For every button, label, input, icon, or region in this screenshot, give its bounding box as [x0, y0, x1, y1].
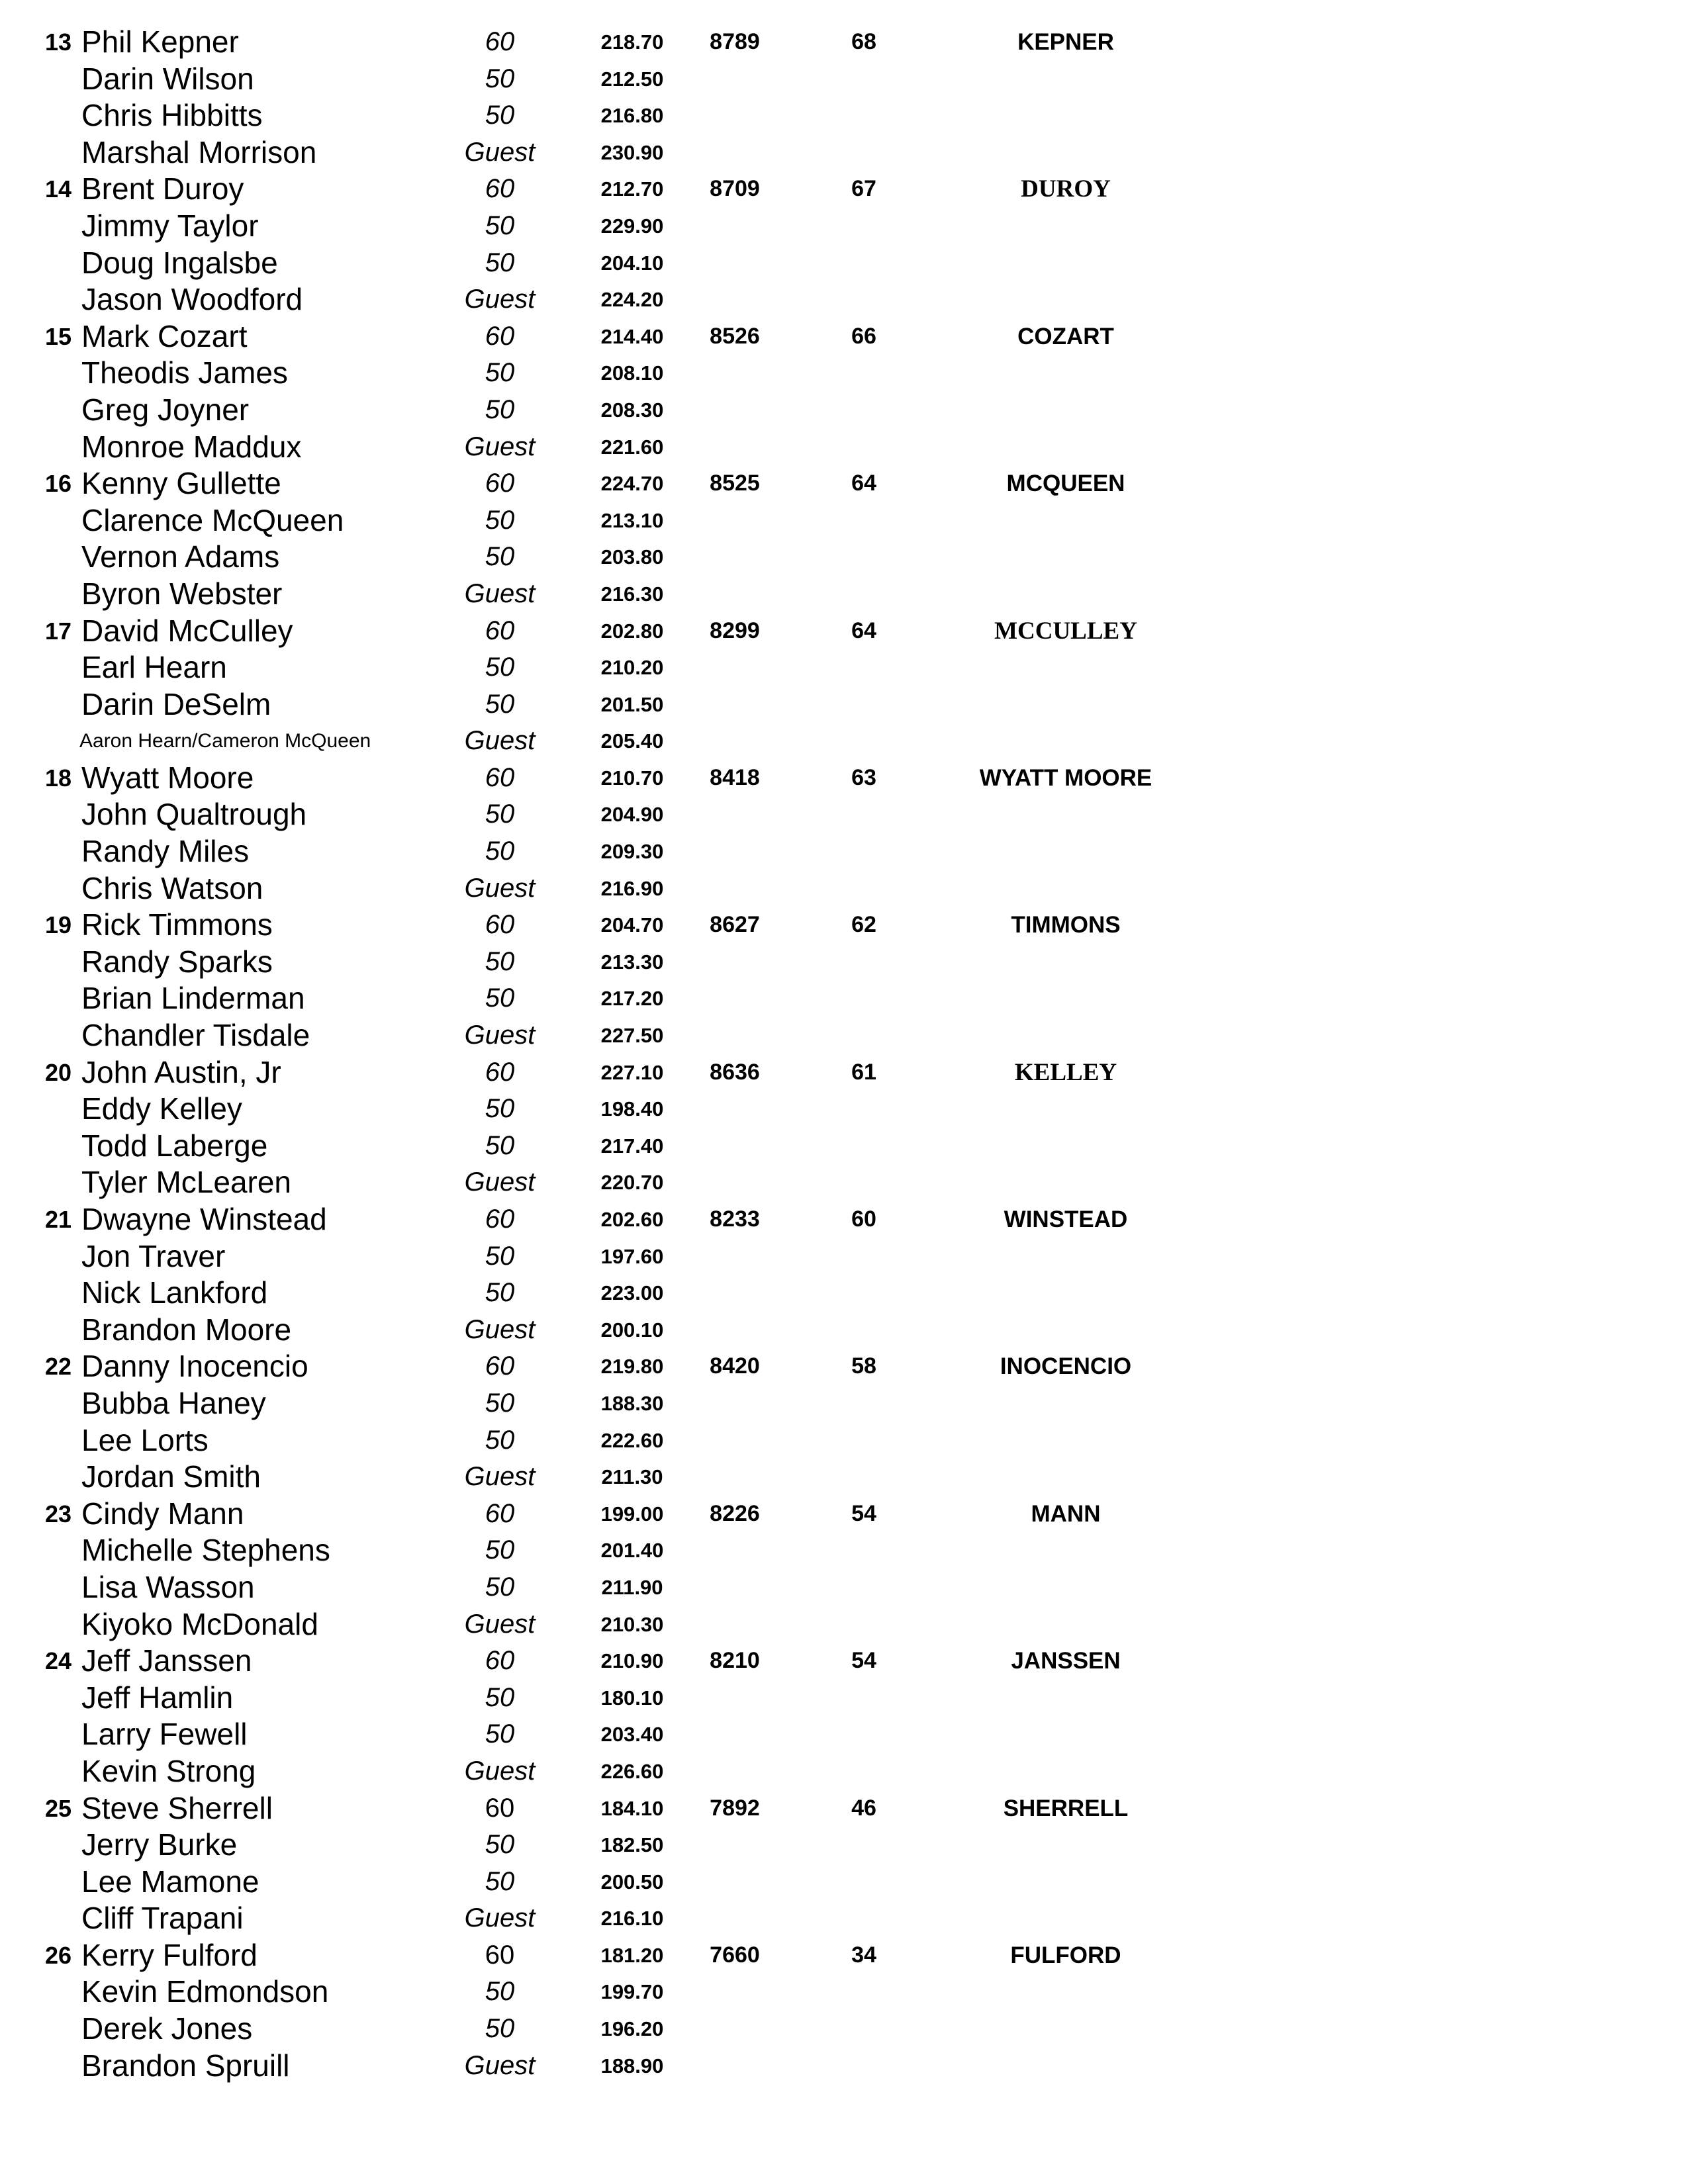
bowler-score: 199.70 [600, 1980, 664, 2004]
bowler-score: 226.60 [600, 1759, 664, 1783]
team-member-row [0, 134, 1688, 171]
bowler-score: 217.20 [600, 987, 664, 1011]
bowler-name: David McCulley [81, 613, 293, 648]
team-name: TIMMONS [1011, 912, 1121, 938]
bowler-name: Danny Inocencio [81, 1349, 308, 1384]
bowler-handicap: 60 [485, 469, 515, 498]
bowler-handicap: Guest [464, 1021, 536, 1050]
bowler-score: 223.00 [600, 1281, 664, 1305]
team-member-row [0, 1606, 1688, 1643]
team-name: MANN [1031, 1500, 1101, 1527]
team-block [0, 1790, 1688, 1937]
bowler-name: Dwayne Winstead [81, 1202, 327, 1236]
team-points: 61 [851, 1059, 876, 1085]
team-place: 23 [44, 1500, 71, 1527]
team-lead-row [0, 613, 1688, 650]
bowler-score: 180.10 [600, 1686, 664, 1709]
team-lead-row [0, 1201, 1688, 1238]
bowler-handicap: 50 [485, 1094, 515, 1124]
bowler-name: Kevin Strong [81, 1753, 256, 1788]
bowler-score: 201.50 [600, 692, 664, 716]
team-total: 8627 [710, 912, 760, 938]
standings-sheet [0, 24, 1688, 2084]
bowler-name: Phil Kepner [81, 24, 239, 59]
bowler-score: 182.50 [600, 1833, 664, 1857]
bowler-name: Lee Mamone [81, 1864, 259, 1899]
bowler-name: Marshal Morrison [81, 134, 317, 169]
bowler-name: Theodis James [81, 355, 288, 390]
bowler-score: 221.60 [600, 435, 664, 459]
team-points: 60 [851, 1206, 876, 1232]
bowler-handicap: 50 [485, 358, 515, 388]
team-member-row [0, 1422, 1688, 1459]
team-place: 19 [44, 911, 71, 939]
bowler-handicap: 50 [485, 1866, 515, 1896]
team-member-row [0, 1017, 1688, 1054]
team-name: JANSSEN [1011, 1648, 1121, 1674]
team-place: 21 [44, 1206, 71, 1233]
bowler-name: Jimmy Taylor [81, 208, 259, 243]
team-member-row [0, 2011, 1688, 2048]
team-place: 13 [44, 28, 71, 56]
team-member-row [0, 97, 1688, 134]
bowler-name: Aaron Hearn/Cameron McQueen [79, 730, 371, 752]
bowler-handicap: 50 [485, 64, 515, 93]
bowler-name: Jerry Burke [81, 1827, 238, 1862]
bowler-score: 202.60 [600, 1208, 664, 1231]
bowler-name: Greg Joyner [81, 392, 250, 427]
bowler-handicap: 50 [485, 1830, 515, 1860]
bowler-handicap: Guest [464, 1314, 536, 1344]
team-lead-row [0, 171, 1688, 208]
bowler-score: 198.40 [600, 1097, 664, 1121]
bowler-handicap: 50 [485, 394, 515, 424]
bowler-name: Chris Watson [81, 870, 263, 905]
bowler-score: 216.80 [600, 104, 664, 128]
bowler-score: 216.90 [600, 876, 664, 900]
team-points: 62 [851, 912, 876, 938]
bowler-score: 203.80 [600, 545, 664, 569]
bowler-handicap: 50 [485, 1572, 515, 1602]
bowler-handicap: 50 [485, 983, 515, 1013]
bowler-handicap: Guest [464, 726, 536, 756]
bowler-score: 200.10 [600, 1318, 664, 1342]
bowler-handicap: 50 [485, 946, 515, 976]
bowler-name: Kiyoko McDonald [81, 1606, 318, 1641]
bowler-name: Jordan Smith [81, 1459, 261, 1494]
team-member-row [0, 1900, 1688, 1937]
team-member-row [0, 1128, 1688, 1165]
team-lead-row [0, 1496, 1688, 1533]
bowler-handicap: 60 [485, 1646, 515, 1676]
team-name: DUROY [1021, 175, 1111, 203]
bowler-handicap: 50 [485, 2014, 515, 2044]
team-name: FULFORD [1010, 1942, 1121, 1968]
bowler-score: 210.90 [600, 1649, 664, 1673]
team-member-row [0, 355, 1688, 392]
team-name: KELLEY [1014, 1058, 1117, 1086]
team-block [0, 1643, 1688, 1790]
bowler-name: Chandler Tisdale [81, 1018, 310, 1053]
bowler-score: 218.70 [600, 30, 664, 54]
team-place: 16 [44, 470, 71, 498]
team-points: 68 [851, 29, 876, 54]
bowler-handicap: 50 [485, 799, 515, 829]
bowler-handicap: 50 [485, 1682, 515, 1712]
bowler-score: 216.10 [600, 1907, 664, 1931]
team-member-row [0, 1385, 1688, 1422]
team-member-row [0, 1753, 1688, 1790]
team-block [0, 613, 1688, 760]
team-place: 24 [44, 1647, 71, 1675]
team-total: 8226 [710, 1500, 760, 1526]
bowler-name: Mark Cozart [81, 318, 248, 353]
bowler-name: Cindy Mann [81, 1496, 244, 1531]
team-block [0, 1348, 1688, 1495]
bowler-score: 202.80 [600, 619, 664, 643]
bowler-score: 212.50 [600, 67, 664, 91]
team-member-row [0, 245, 1688, 282]
bowler-name: John Qualtrough [81, 797, 307, 832]
team-block [0, 907, 1688, 1054]
bowler-name: Randy Miles [81, 834, 250, 869]
team-member-row [0, 429, 1688, 466]
bowler-name: Brandon Spruill [81, 2048, 290, 2083]
bowler-handicap: 60 [485, 1793, 515, 1823]
bowler-handicap: 60 [485, 174, 515, 204]
team-block [0, 1054, 1688, 1201]
bowler-score: 227.10 [600, 1060, 664, 1084]
bowler-name: Eddy Kelley [81, 1091, 242, 1126]
team-points: 64 [851, 471, 876, 496]
team-name: MCQUEEN [1006, 471, 1125, 497]
team-block [0, 24, 1688, 171]
team-lead-row [0, 1054, 1688, 1091]
team-points: 58 [851, 1353, 876, 1379]
team-total: 7892 [710, 1795, 760, 1821]
bowler-score: 184.10 [600, 1796, 664, 1820]
bowler-score: 197.60 [600, 1244, 664, 1268]
bowler-score: 220.70 [600, 1171, 664, 1195]
bowler-handicap: 50 [485, 505, 515, 535]
team-block [0, 318, 1688, 465]
bowler-handicap: Guest [464, 1903, 536, 1933]
team-member-row [0, 1275, 1688, 1312]
team-total: 7660 [710, 1942, 760, 1968]
team-member-row [0, 1312, 1688, 1349]
bowler-score: 227.50 [600, 1024, 664, 1048]
team-member-row [0, 723, 1688, 760]
bowler-name: John Austin, Jr [81, 1054, 281, 1089]
bowler-handicap: Guest [464, 578, 536, 608]
bowler-handicap: 50 [485, 1278, 515, 1308]
bowler-handicap: Guest [464, 1167, 536, 1197]
team-place: 17 [44, 617, 71, 645]
bowler-handicap: 60 [485, 1940, 515, 1970]
bowler-score: 181.20 [600, 1943, 664, 1967]
bowler-handicap: Guest [464, 1609, 536, 1639]
bowler-name: Earl Hearn [81, 650, 227, 685]
bowler-score: 224.70 [600, 472, 664, 496]
bowler-handicap: 60 [485, 910, 515, 940]
bowler-name: Michelle Stephens [81, 1533, 330, 1568]
bowler-name: Lee Lorts [81, 1422, 209, 1457]
team-member-row [0, 1864, 1688, 1901]
team-points: 63 [851, 764, 876, 790]
bowler-score: 222.60 [600, 1428, 664, 1452]
bowler-name: Steve Sherrell [81, 1790, 273, 1825]
team-member-row [0, 281, 1688, 318]
team-total: 8299 [710, 617, 760, 643]
team-member-row [0, 1827, 1688, 1864]
bowler-score: 188.30 [600, 1391, 664, 1415]
team-member-row [0, 980, 1688, 1017]
bowler-name: Byron Webster [81, 576, 283, 611]
bowler-score: 205.40 [600, 729, 664, 753]
bowler-score: 224.20 [600, 288, 664, 312]
team-lead-row [0, 1790, 1688, 1827]
team-name: MCCULLEY [994, 617, 1137, 645]
team-total: 8233 [710, 1206, 760, 1232]
bowler-score: 211.30 [601, 1465, 663, 1489]
bowler-handicap: 50 [485, 837, 515, 866]
bowler-handicap: Guest [464, 285, 536, 314]
bowler-name: Kenny Gullette [81, 466, 281, 501]
bowler-name: Brandon Moore [81, 1312, 292, 1347]
team-total: 8636 [710, 1059, 760, 1085]
team-name: SHERRELL [1003, 1795, 1129, 1821]
bowler-score: 229.90 [600, 214, 664, 238]
team-points: 54 [851, 1648, 876, 1674]
team-member-row [0, 1680, 1688, 1717]
team-member-row [0, 539, 1688, 576]
team-member-row [0, 2048, 1688, 2085]
bowler-name: Tyler McLearen [81, 1165, 292, 1200]
team-member-row [0, 833, 1688, 870]
bowler-handicap: 60 [485, 615, 515, 645]
bowler-score: 204.90 [600, 803, 664, 827]
bowler-handicap: Guest [464, 2050, 536, 2080]
team-member-row [0, 502, 1688, 539]
bowler-score: 200.50 [600, 1870, 664, 1893]
team-points: 67 [851, 176, 876, 202]
bowler-handicap: 50 [485, 653, 515, 682]
bowler-name: Brent Duroy [81, 171, 244, 206]
bowler-score: 230.90 [600, 140, 664, 164]
team-total: 8526 [710, 323, 760, 349]
bowler-handicap: 60 [485, 1498, 515, 1528]
bowler-handicap: 50 [485, 1535, 515, 1565]
bowler-handicap: Guest [464, 1462, 536, 1492]
bowler-name: Todd Laberge [81, 1128, 268, 1163]
bowler-score: 213.30 [600, 950, 664, 974]
team-block [0, 1201, 1688, 1348]
team-place: 18 [44, 764, 71, 792]
team-total: 8210 [710, 1648, 760, 1674]
team-total: 8420 [710, 1353, 760, 1379]
bowler-score: 199.00 [600, 1502, 664, 1525]
bowler-name: Vernon Adams [81, 539, 280, 574]
bowler-score: 208.30 [600, 398, 664, 422]
team-block [0, 171, 1688, 318]
team-member-row [0, 1532, 1688, 1569]
bowler-handicap: Guest [464, 1756, 536, 1786]
bowler-handicap: 60 [485, 27, 515, 56]
bowler-handicap: Guest [464, 873, 536, 903]
team-total: 8789 [710, 29, 760, 54]
bowler-score: 204.10 [600, 251, 664, 275]
bowler-score: 219.80 [600, 1355, 664, 1379]
bowler-handicap: 60 [485, 321, 515, 351]
bowler-score: 210.30 [600, 1612, 664, 1636]
bowler-name: Nick Lankford [81, 1275, 268, 1310]
bowler-score: 209.30 [600, 840, 664, 864]
team-member-row [0, 208, 1688, 245]
bowler-score: 210.20 [600, 656, 664, 680]
team-name: COZART [1017, 323, 1114, 349]
bowler-score: 201.40 [600, 1539, 664, 1563]
team-member-row [0, 1459, 1688, 1496]
team-total: 8525 [710, 471, 760, 496]
team-points: 54 [851, 1500, 876, 1526]
bowler-score: 216.30 [600, 582, 664, 606]
team-place: 20 [44, 1058, 71, 1086]
team-member-row [0, 796, 1688, 833]
team-member-row [0, 61, 1688, 98]
bowler-handicap: 50 [485, 1425, 515, 1455]
bowler-name: Darin DeSelm [81, 686, 271, 721]
bowler-name: Doug Ingalsbe [81, 245, 278, 280]
team-place: 22 [44, 1353, 71, 1381]
team-member-row [0, 1716, 1688, 1753]
bowler-score: 203.40 [600, 1723, 664, 1747]
bowler-handicap: Guest [464, 137, 536, 167]
team-points: 34 [851, 1942, 876, 1968]
bowler-name: Larry Fewell [81, 1717, 248, 1752]
team-member-row [0, 870, 1688, 907]
bowler-score: 196.20 [600, 2017, 664, 2041]
bowler-handicap: 50 [485, 1130, 515, 1160]
bowler-name: Brian Linderman [81, 981, 305, 1016]
bowler-name: Derek Jones [81, 2011, 253, 2046]
bowler-name: Cliff Trapani [81, 1901, 244, 1936]
team-points: 64 [851, 617, 876, 643]
team-points: 66 [851, 323, 876, 349]
bowler-handicap: 60 [485, 1351, 515, 1381]
team-member-row [0, 1091, 1688, 1128]
bowler-handicap: 60 [485, 1057, 515, 1087]
bowler-handicap: 50 [485, 101, 515, 130]
bowler-score: 208.10 [600, 361, 664, 385]
bowler-name: Rick Timmons [81, 907, 273, 942]
team-place: 25 [44, 1794, 71, 1822]
team-lead-row [0, 465, 1688, 502]
bowler-handicap: 60 [485, 1205, 515, 1234]
team-member-row [0, 1974, 1688, 2011]
team-lead-row [0, 760, 1688, 797]
bowler-handicap: 50 [485, 689, 515, 719]
bowler-handicap: 50 [485, 542, 515, 572]
team-member-row [0, 1569, 1688, 1606]
team-member-row [0, 686, 1688, 723]
bowler-score: 213.10 [600, 508, 664, 532]
bowler-name: Lisa Wasson [81, 1569, 255, 1604]
bowler-name: Jeff Janssen [81, 1643, 252, 1678]
bowler-score: 211.90 [601, 1575, 663, 1599]
bowler-name: Kerry Fulford [81, 1937, 258, 1972]
bowler-score: 210.70 [600, 766, 664, 790]
team-lead-row [0, 318, 1688, 355]
team-member-row [0, 576, 1688, 613]
team-name: KEPNER [1017, 29, 1114, 55]
bowler-name: Jeff Hamlin [81, 1680, 234, 1715]
team-block [0, 1937, 1688, 2084]
team-name: WINSTEAD [1004, 1206, 1128, 1232]
bowler-score: 212.70 [600, 177, 664, 201]
team-total: 8709 [710, 176, 760, 202]
bowler-handicap: 50 [485, 1388, 515, 1418]
bowler-handicap: 50 [485, 210, 515, 240]
team-place: 15 [44, 322, 71, 350]
team-total: 8418 [710, 764, 760, 790]
bowler-name: Kevin Edmondson [81, 1974, 329, 2009]
bowler-name: Bubba Haney [81, 1385, 266, 1420]
team-points: 46 [851, 1795, 876, 1821]
bowler-handicap: 50 [485, 1977, 515, 2007]
team-block [0, 1496, 1688, 1643]
bowler-name: Jason Woodford [81, 282, 303, 317]
bowler-score: 188.90 [600, 2054, 664, 2077]
bowler-name: Clarence McQueen [81, 502, 344, 537]
bowler-name: Darin Wilson [81, 61, 254, 96]
team-member-row [0, 1164, 1688, 1201]
team-lead-row [0, 907, 1688, 944]
bowler-handicap: 50 [485, 1241, 515, 1271]
team-member-row [0, 944, 1688, 981]
team-lead-row [0, 1937, 1688, 1974]
team-lead-row [0, 1348, 1688, 1385]
team-member-row [0, 649, 1688, 686]
bowler-name: Chris Hibbitts [81, 98, 263, 133]
team-place: 26 [44, 1941, 71, 1969]
team-member-row [0, 392, 1688, 429]
team-place: 14 [44, 175, 71, 203]
team-lead-row [0, 24, 1688, 61]
team-lead-row [0, 1643, 1688, 1680]
team-name: INOCENCIO [1000, 1353, 1132, 1380]
bowler-score: 204.70 [600, 913, 664, 937]
team-block [0, 760, 1688, 907]
bowler-score: 217.40 [600, 1134, 664, 1158]
bowler-name: Jon Traver [81, 1238, 226, 1273]
team-name: WYATT MOORE [979, 764, 1152, 791]
team-member-row [0, 1238, 1688, 1275]
bowler-handicap: Guest [464, 432, 536, 461]
team-block [0, 465, 1688, 612]
bowler-name: Monroe Maddux [81, 429, 302, 464]
bowler-handicap: 50 [485, 248, 515, 277]
bowler-score: 214.40 [600, 324, 664, 348]
bowler-name: Wyatt Moore [81, 760, 254, 795]
bowler-name: Randy Sparks [81, 944, 273, 979]
bowler-handicap: 50 [485, 1719, 515, 1749]
bowler-handicap: 60 [485, 762, 515, 792]
